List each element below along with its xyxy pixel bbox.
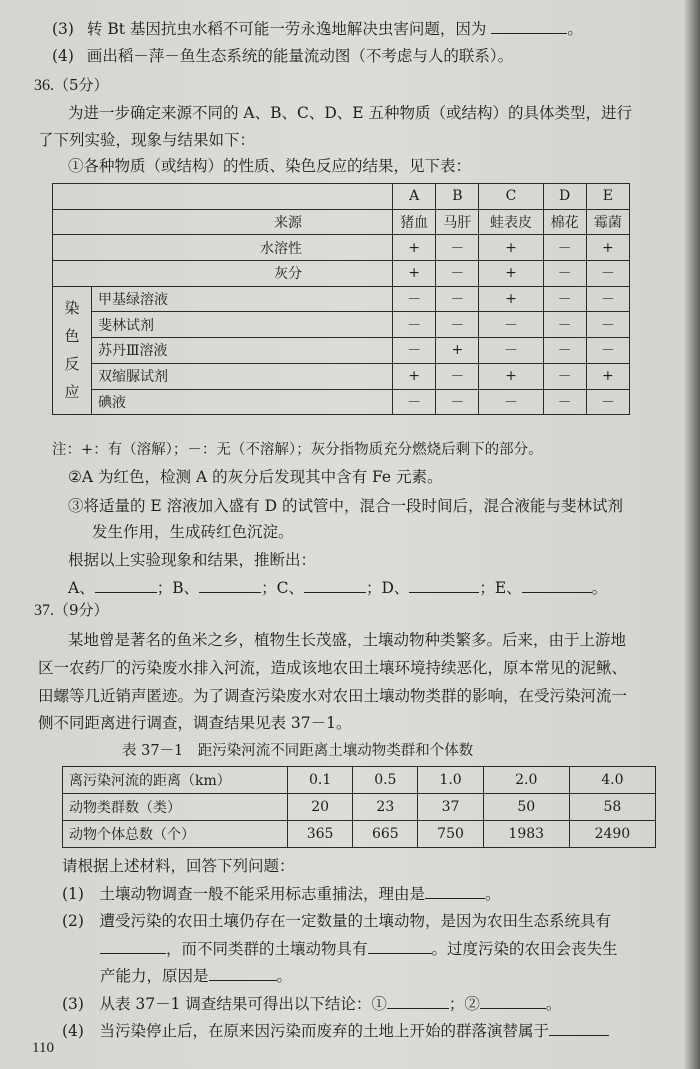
answer-blank-37-2b[interactable]: [368, 939, 432, 954]
page-edge-shadow: [684, 0, 700, 1069]
table-cell: +: [479, 261, 543, 287]
column-header: D: [543, 184, 586, 210]
answer-blank-37-4[interactable]: [549, 1021, 609, 1036]
row-label: 动物个体总数（个）: [63, 821, 288, 848]
table-cell: 1983: [483, 821, 569, 848]
table-cell: －: [479, 312, 543, 338]
table-cell: －: [436, 235, 479, 261]
table-row: [63, 794, 656, 821]
column-header: B: [436, 184, 479, 210]
column-header: 0.5: [353, 767, 418, 794]
table-cell: －: [586, 338, 629, 364]
table-cell: －: [543, 312, 586, 338]
table-cell: +: [479, 235, 543, 261]
q35-item4: (4) 画出稻－萍－鱼生态系统的能量流动图（不考虑与人的联系）。: [52, 47, 514, 65]
table-row: [53, 338, 630, 364]
column-header: 2.0: [483, 767, 569, 794]
table-row: [53, 235, 630, 261]
q35-item3: (3) 转 Bt 基因抗虫水稻不可能一劳永逸地解决虫害问题，因为 。: [52, 20, 583, 38]
table-cell: －: [586, 312, 629, 338]
table-cell: +: [393, 363, 436, 389]
q37-sub4: (4) 当污染停止后，在原来因污染而废弃的土地上开始的群落演替属于: [62, 1021, 609, 1041]
table-cell: 37: [418, 794, 483, 821]
table-cell: －: [543, 363, 586, 389]
q37-sub1: (1) 土壤动物调查一般不能采用标志重捕法，理由是 。: [62, 885, 501, 903]
row-label: 碘液: [92, 389, 393, 415]
table-cell: 霉菌: [586, 209, 629, 235]
table-row: [53, 389, 630, 415]
column-header: 4.0: [569, 767, 655, 794]
table-cell: +: [393, 261, 436, 287]
q36-property-table: [52, 183, 630, 415]
column-header: E: [586, 184, 629, 210]
row-label: 来源: [53, 209, 393, 235]
table-cell: －: [543, 261, 586, 287]
table-cell: －: [393, 312, 436, 338]
table-cell: －: [393, 286, 436, 312]
table-cell: 365: [288, 821, 353, 848]
table-cell: －: [586, 261, 629, 287]
table-cell: 665: [353, 821, 418, 848]
row-label: 苏丹Ⅲ溶液: [92, 338, 393, 364]
table-cell: +: [393, 235, 436, 261]
table-cell: +: [479, 286, 543, 312]
row-label: 水溶性: [53, 235, 393, 261]
table-cell: －: [393, 338, 436, 364]
table-cell: 750: [418, 821, 483, 848]
table-row: [53, 184, 630, 210]
table-cell: 棉花: [543, 209, 586, 235]
q36-answer-line: A、 ；B、 ；C、 ；D、 ；E、 。: [68, 579, 608, 597]
q37-para-line3: 田螺等几近销声匿迹。为了调查污染废水对农田土壤动物类群的影响，在受污染河流一: [38, 687, 628, 705]
answer-blank-d[interactable]: [409, 578, 479, 593]
column-header: 1.0: [418, 767, 483, 794]
q37-sub2-line2: ，而不同类群的土壤动物具有 。过度污染的农田会丧失生: [100, 939, 618, 959]
q36-point2: ②A 为红色，检测 A 的灰分后发现其中含有 Fe 元素。: [68, 468, 443, 486]
q36-point3-line2: 发生作用，生成砖红色沉淀。: [92, 523, 294, 541]
q37-para-line4: 侧不同距离进行调查，调查结果见表 37－1。: [38, 714, 352, 732]
table-cell: 50: [483, 794, 569, 821]
table-cell: －: [479, 338, 543, 364]
table-cell: 马肝: [436, 209, 479, 235]
table-row: [53, 286, 630, 312]
table-cell: －: [436, 286, 479, 312]
column-header: A: [393, 184, 436, 210]
q37-survey-table: [62, 766, 656, 848]
table-cell: －: [393, 389, 436, 415]
q37-table-caption: 表 37－1 距污染河流不同距离土壤动物类群和个体数: [122, 743, 474, 759]
table-cell: 20: [288, 794, 353, 821]
q37-ask: 请根据上述材料，回答下列问题：: [62, 857, 295, 875]
table-cell: 蛙表皮: [479, 209, 543, 235]
table-cell: －: [436, 312, 479, 338]
table-cell: 58: [569, 794, 655, 821]
table-cell: －: [479, 389, 543, 415]
table-cell: 猪血: [393, 209, 436, 235]
table-cell: 2490: [569, 821, 655, 848]
table-cell: +: [436, 338, 479, 364]
answer-blank-37-3a[interactable]: [387, 994, 449, 1009]
q37-sub2-line3: 产能力，原因是 。: [100, 967, 293, 985]
row-label: 双缩脲试剂: [92, 363, 393, 389]
answer-blank-37-2c[interactable]: [209, 966, 277, 981]
q36-table-note: 注：+：有（溶解）；－：无（不溶解）；灰分指物质充分燃烧后剩下的部分。: [52, 442, 543, 458]
q36-infer: 根据以上实验现象和结果，推断出：: [68, 551, 317, 569]
row-label: 甲基绿溶液: [92, 286, 393, 312]
table-cell: +: [586, 235, 629, 261]
table-cell: －: [543, 235, 586, 261]
q36-header: 36.（5分）: [34, 76, 109, 94]
table-row: [63, 821, 656, 848]
q37-header: 37.（9分）: [34, 601, 109, 619]
q36-intro-line2: 了下列实验，现象与结果如下：: [38, 131, 256, 149]
answer-blank-b[interactable]: [199, 578, 261, 593]
answer-blank-c[interactable]: [304, 578, 366, 593]
q37-sub2-line1: (2) 遭受污染的农田土壤仍存在一定数量的土壤动物，是因为农田生态系统具有: [62, 912, 611, 930]
table-cell: －: [543, 338, 586, 364]
column-header: 离污染河流的距离（km）: [63, 767, 288, 794]
table-cell: －: [543, 389, 586, 415]
table-cell: －: [543, 286, 586, 312]
table-row: [53, 261, 630, 287]
table-cell: －: [436, 363, 479, 389]
table-cell: －: [586, 286, 629, 312]
table-cell: +: [586, 363, 629, 389]
column-header: C: [479, 184, 543, 210]
answer-blank-37-1[interactable]: [425, 884, 485, 899]
q36-intro-line1: 为进一步确定来源不同的 A、B、C、D、E 五种物质（或结构）的具体类型，进行: [68, 104, 633, 122]
q36-point1: ①各种物质（或结构）的性质、染色反应的结果，见下表：: [68, 157, 472, 175]
page-number: 110: [32, 1040, 54, 1056]
answer-blank-37-3b[interactable]: [480, 994, 546, 1009]
table-cell: 23: [353, 794, 418, 821]
table-row: [63, 767, 656, 794]
table-row: [53, 363, 630, 389]
table-row: [53, 312, 630, 338]
q37-para-line1: 某地曾是著名的鱼米之乡，植物生长茂盛，土壤动物种类繁多。后来，由于上游地: [68, 631, 627, 649]
q35-item3-blank[interactable]: [491, 19, 567, 34]
column-header: 0.1: [288, 767, 353, 794]
q36-point3-line1: ③将适量的 E 溶液加入盛有 D 的试管中，混合一段时间后，混合液能与斐林试剂: [68, 497, 623, 515]
row-label: 斐林试剂: [92, 312, 393, 338]
table-cell: －: [436, 261, 479, 287]
q37-sub3: (3) 从表 37－1 调查结果可得出以下结论：① ；② 。: [62, 995, 562, 1013]
stain-reaction-group-label: 染 色 反 应: [53, 286, 92, 414]
answer-blank-e[interactable]: [522, 578, 592, 593]
table-cell: +: [479, 363, 543, 389]
table-cell: －: [586, 389, 629, 415]
answer-blank-a[interactable]: [95, 578, 157, 593]
row-label: 灰分: [53, 261, 393, 287]
table-row: [53, 209, 630, 235]
answer-blank-37-2a[interactable]: [100, 939, 166, 954]
row-label: 动物类群数（类）: [63, 794, 288, 821]
table-cell: －: [436, 389, 479, 415]
q37-para-line2: 区一农药厂的污染废水排入河流，造成该地农田土壤环境持续恶化，原本常见的泥鳅、: [38, 659, 628, 677]
